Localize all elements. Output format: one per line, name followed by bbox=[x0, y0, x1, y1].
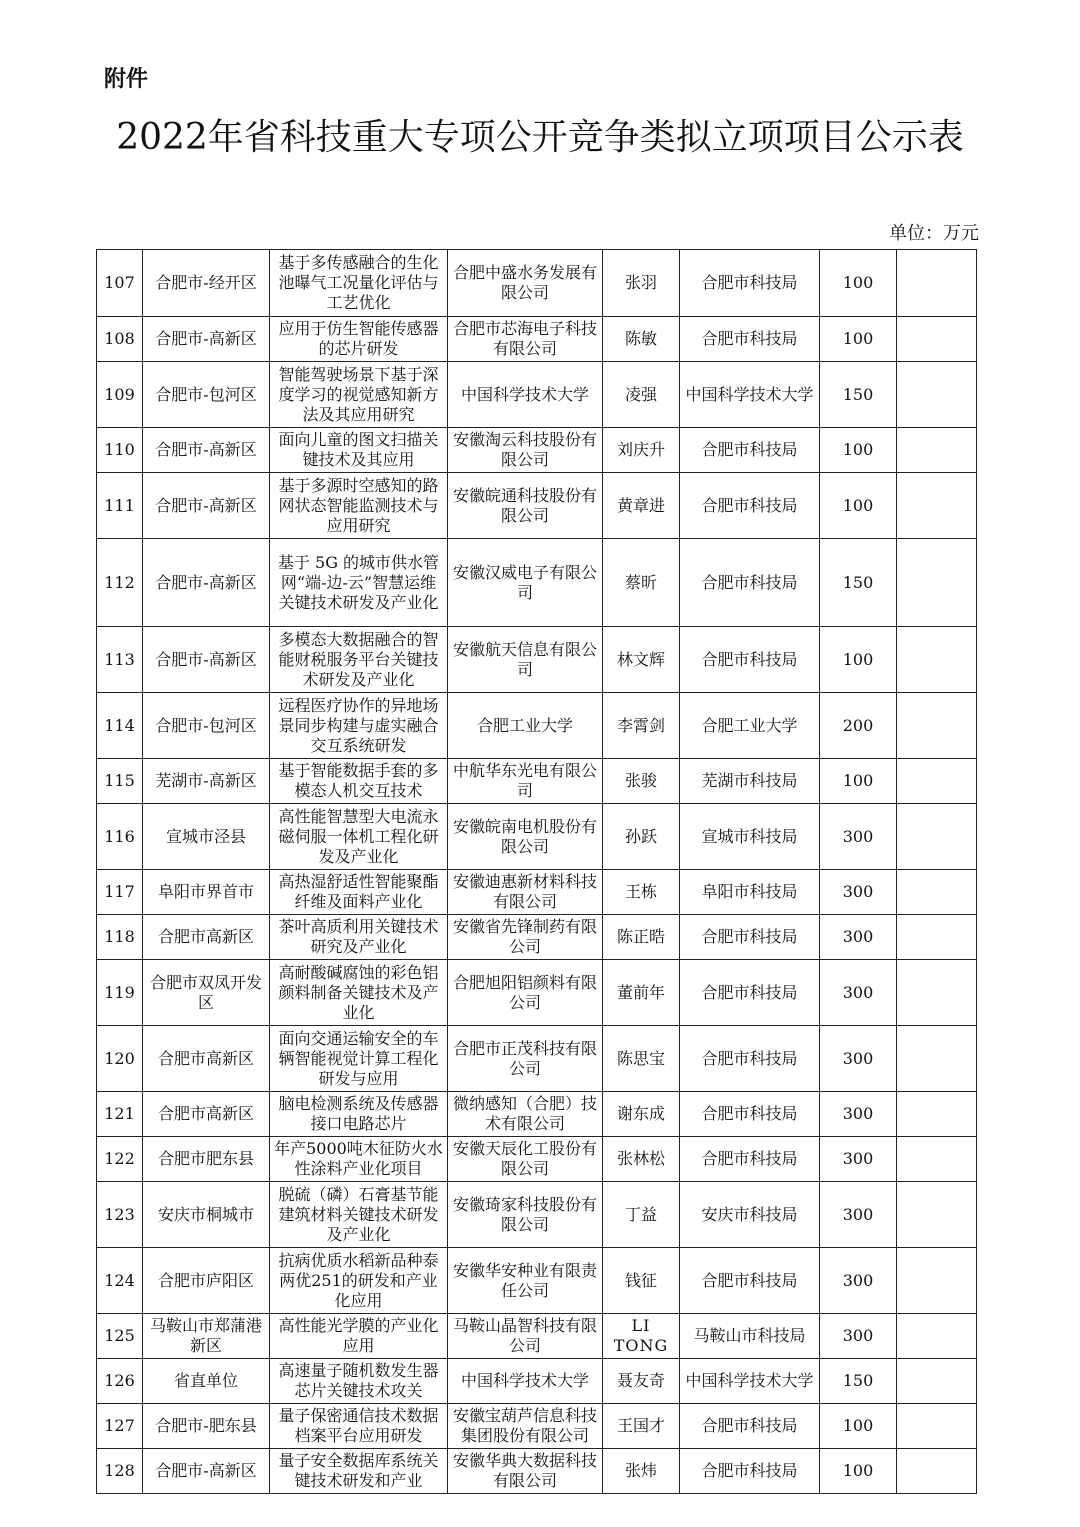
project-name-cell: 高热湿舒适性智能聚酯纤维及面料产业化 bbox=[270, 870, 448, 915]
document-title: 2022年省科技重大专项公开竞争类拟立项项目公示表 bbox=[116, 117, 964, 158]
row-number: 112 bbox=[97, 539, 143, 627]
remark-cell bbox=[897, 693, 977, 759]
region-cell: 合肥市-包河区 bbox=[143, 693, 270, 759]
project-name-cell: 脑电检测系统及传感器接口电路芯片 bbox=[270, 1092, 448, 1137]
row-number: 121 bbox=[97, 1092, 143, 1137]
project-name-cell: 应用于仿生智能传感器的芯片研发 bbox=[270, 317, 448, 362]
undertaking-unit-cell: 中国科学技术大学 bbox=[448, 1359, 603, 1404]
project-leader-cell: 陈正晧 bbox=[603, 915, 680, 960]
undertaking-unit-cell: 合肥中盛水务发展有限公司 bbox=[448, 250, 603, 317]
undertaking-unit-cell: 安徽淘云科技股份有限公司 bbox=[448, 428, 603, 473]
recommending-unit-cell: 合肥市科技局 bbox=[680, 915, 820, 960]
table-row bbox=[97, 539, 977, 627]
recommending-unit-cell: 安庆市科技局 bbox=[680, 1182, 820, 1248]
region-cell: 阜阳市界首市 bbox=[143, 870, 270, 915]
remark-cell bbox=[897, 759, 977, 804]
project-leader-cell: 李霄剑 bbox=[603, 693, 680, 759]
row-number: 119 bbox=[97, 960, 143, 1026]
project-name-cell: 茶叶高质利用关键技术研究及产业化 bbox=[270, 915, 448, 960]
remark-cell bbox=[897, 870, 977, 915]
row-number: 107 bbox=[97, 250, 143, 317]
remark-cell bbox=[897, 627, 977, 693]
region-cell: 合肥市高新区 bbox=[143, 1092, 270, 1137]
funding-amount-cell: 200 bbox=[820, 693, 897, 759]
region-cell: 芜湖市-高新区 bbox=[143, 759, 270, 804]
row-number: 118 bbox=[97, 915, 143, 960]
row-number: 127 bbox=[97, 1404, 143, 1449]
funding-amount-cell: 300 bbox=[820, 804, 897, 870]
project-name-cell: 基于多传感融合的生化池曝气工况量化评估与工艺优化 bbox=[270, 250, 448, 317]
row-number: 110 bbox=[97, 428, 143, 473]
row-number: 126 bbox=[97, 1359, 143, 1404]
funding-amount-cell: 100 bbox=[820, 627, 897, 693]
remark-cell bbox=[897, 473, 977, 539]
project-leader-cell: 陈敏 bbox=[603, 317, 680, 362]
undertaking-unit-cell: 安徽迪惠新材料科技有限公司 bbox=[448, 870, 603, 915]
project-name-cell: 高性能光学膜的产业化应用 bbox=[270, 1314, 448, 1359]
remark-cell bbox=[897, 960, 977, 1026]
project-leader-cell: 谢东成 bbox=[603, 1092, 680, 1137]
remark-cell bbox=[897, 1182, 977, 1248]
project-table bbox=[96, 249, 977, 1494]
recommending-unit-cell: 合肥市科技局 bbox=[680, 627, 820, 693]
table-row bbox=[97, 1248, 977, 1314]
region-cell: 合肥市庐阳区 bbox=[143, 1248, 270, 1314]
recommending-unit-cell: 马鞍山市科技局 bbox=[680, 1314, 820, 1359]
table-row bbox=[97, 1092, 977, 1137]
undertaking-unit-cell: 安徽华安种业有限责任公司 bbox=[448, 1248, 603, 1314]
undertaking-unit-cell: 安徽宝葫芦信息科技集团股份有限公司 bbox=[448, 1404, 603, 1449]
funding-amount-cell: 150 bbox=[820, 1359, 897, 1404]
project-name-cell: 高速量子随机数发生器芯片关键技术攻关 bbox=[270, 1359, 448, 1404]
remark-cell bbox=[897, 317, 977, 362]
remark-cell bbox=[897, 1314, 977, 1359]
region-cell: 合肥市-包河区 bbox=[143, 362, 270, 428]
project-name-cell: 基于多源时空感知的路网状态智能监测技术与应用研究 bbox=[270, 473, 448, 539]
table-row bbox=[97, 627, 977, 693]
remark-cell bbox=[897, 1449, 977, 1494]
remark-cell bbox=[897, 1092, 977, 1137]
recommending-unit-cell: 中国科学技术大学 bbox=[680, 362, 820, 428]
region-cell: 合肥市-高新区 bbox=[143, 428, 270, 473]
project-leader-cell: 董前年 bbox=[603, 960, 680, 1026]
undertaking-unit-cell: 中航华东光电有限公司 bbox=[448, 759, 603, 804]
row-number: 124 bbox=[97, 1248, 143, 1314]
table-row bbox=[97, 1182, 977, 1248]
region-cell: 合肥市-高新区 bbox=[143, 539, 270, 627]
row-number: 113 bbox=[97, 627, 143, 693]
project-name-cell: 基于智能数据手套的多模态人机交互技术 bbox=[270, 759, 448, 804]
funding-amount-cell: 100 bbox=[820, 250, 897, 317]
undertaking-unit-cell: 安徽天辰化工股份有限公司 bbox=[448, 1137, 603, 1182]
recommending-unit-cell: 宣城市科技局 bbox=[680, 804, 820, 870]
funding-amount-cell: 300 bbox=[820, 1137, 897, 1182]
recommending-unit-cell: 合肥市科技局 bbox=[680, 1092, 820, 1137]
remark-cell bbox=[897, 1137, 977, 1182]
project-name-cell: 基于 5G 的城市供水管网“端-边-云”智慧运维关键技术研发及产业化 bbox=[270, 539, 448, 627]
unit-label: 单位：万元 bbox=[889, 223, 979, 244]
undertaking-unit-cell: 安徽皖通科技股份有限公司 bbox=[448, 473, 603, 539]
project-leader-cell: 王国才 bbox=[603, 1404, 680, 1449]
table-row bbox=[97, 759, 977, 804]
remark-cell bbox=[897, 1404, 977, 1449]
table-row bbox=[97, 250, 977, 317]
table-row bbox=[97, 428, 977, 473]
funding-amount-cell: 100 bbox=[820, 1404, 897, 1449]
remark-cell bbox=[897, 1359, 977, 1404]
undertaking-unit-cell: 合肥旭阳铝颜料有限公司 bbox=[448, 960, 603, 1026]
project-name-cell: 远程医疗协作的异地场景同步构建与虚实融合交互系统研发 bbox=[270, 693, 448, 759]
row-number: 115 bbox=[97, 759, 143, 804]
region-cell: 合肥市高新区 bbox=[143, 915, 270, 960]
region-cell: 合肥市-经开区 bbox=[143, 250, 270, 317]
undertaking-unit-cell: 安徽汉威电子有限公司 bbox=[448, 539, 603, 627]
funding-amount-cell: 100 bbox=[820, 428, 897, 473]
funding-amount-cell: 300 bbox=[820, 960, 897, 1026]
table-row bbox=[97, 1026, 977, 1092]
row-number: 125 bbox=[97, 1314, 143, 1359]
project-name-cell: 量子保密通信技术数据档案平台应用研发 bbox=[270, 1404, 448, 1449]
row-number: 114 bbox=[97, 693, 143, 759]
region-cell: 合肥市-高新区 bbox=[143, 473, 270, 539]
recommending-unit-cell: 合肥市科技局 bbox=[680, 539, 820, 627]
recommending-unit-cell: 合肥市科技局 bbox=[680, 1449, 820, 1494]
remark-cell bbox=[897, 428, 977, 473]
table-row bbox=[97, 1314, 977, 1359]
project-name-cell: 量子安全数据库系统关键技术研发和产业 bbox=[270, 1449, 448, 1494]
region-cell: 马鞍山市郑蒲港新区 bbox=[143, 1314, 270, 1359]
undertaking-unit-cell: 中国科学技术大学 bbox=[448, 362, 603, 428]
attachment-label: 附件 bbox=[104, 67, 149, 92]
region-cell: 合肥市双凤开发区 bbox=[143, 960, 270, 1026]
recommending-unit-cell: 阜阳市科技局 bbox=[680, 870, 820, 915]
project-leader-cell: 刘庆升 bbox=[603, 428, 680, 473]
region-cell: 合肥市高新区 bbox=[143, 1026, 270, 1092]
undertaking-unit-cell: 安徽航天信息有限公司 bbox=[448, 627, 603, 693]
project-leader-cell: 陈思宝 bbox=[603, 1026, 680, 1092]
project-name-cell: 多模态大数据融合的智能财税服务平台关键技术研发及产业化 bbox=[270, 627, 448, 693]
project-leader-cell: 蔡昕 bbox=[603, 539, 680, 627]
region-cell: 合肥市-高新区 bbox=[143, 1449, 270, 1494]
undertaking-unit-cell: 合肥市正茂科技有限公司 bbox=[448, 1026, 603, 1092]
undertaking-unit-cell: 安徽华典大数据科技有限公司 bbox=[448, 1449, 603, 1494]
remark-cell bbox=[897, 250, 977, 317]
recommending-unit-cell: 芜湖市科技局 bbox=[680, 759, 820, 804]
row-number: 116 bbox=[97, 804, 143, 870]
region-cell: 宣城市泾县 bbox=[143, 804, 270, 870]
funding-amount-cell: 100 bbox=[820, 473, 897, 539]
table-row bbox=[97, 915, 977, 960]
row-number: 123 bbox=[97, 1182, 143, 1248]
table-row bbox=[97, 1404, 977, 1449]
remark-cell bbox=[897, 915, 977, 960]
recommending-unit-cell: 合肥市科技局 bbox=[680, 428, 820, 473]
undertaking-unit-cell: 安徽皖南电机股份有限公司 bbox=[448, 804, 603, 870]
table-row bbox=[97, 870, 977, 915]
funding-amount-cell: 100 bbox=[820, 1449, 897, 1494]
funding-amount-cell: 300 bbox=[820, 915, 897, 960]
project-leader-cell: 丁益 bbox=[603, 1182, 680, 1248]
row-number: 117 bbox=[97, 870, 143, 915]
project-leader-cell: 张羽 bbox=[603, 250, 680, 317]
remark-cell bbox=[897, 1026, 977, 1092]
funding-amount-cell: 300 bbox=[820, 1092, 897, 1137]
table-row bbox=[97, 1449, 977, 1494]
recommending-unit-cell: 合肥市科技局 bbox=[680, 1404, 820, 1449]
recommending-unit-cell: 合肥市科技局 bbox=[680, 1248, 820, 1314]
project-leader-cell: 张骏 bbox=[603, 759, 680, 804]
funding-amount-cell: 300 bbox=[820, 1314, 897, 1359]
project-leader-cell: LI TONG bbox=[603, 1314, 680, 1359]
project-name-cell: 脱硫（磷）石膏基节能建筑材料关键技术研发及产业化 bbox=[270, 1182, 448, 1248]
table-row bbox=[97, 473, 977, 539]
funding-amount-cell: 300 bbox=[820, 1248, 897, 1314]
recommending-unit-cell: 合肥工业大学 bbox=[680, 693, 820, 759]
funding-amount-cell: 150 bbox=[820, 539, 897, 627]
table-row bbox=[97, 804, 977, 870]
table-row bbox=[97, 1359, 977, 1404]
project-leader-cell: 黄章进 bbox=[603, 473, 680, 539]
row-number: 109 bbox=[97, 362, 143, 428]
project-leader-cell: 孙跃 bbox=[603, 804, 680, 870]
table-row bbox=[97, 693, 977, 759]
project-leader-cell: 张炜 bbox=[603, 1449, 680, 1494]
row-number: 120 bbox=[97, 1026, 143, 1092]
recommending-unit-cell: 合肥市科技局 bbox=[680, 1137, 820, 1182]
project-leader-cell: 林文辉 bbox=[603, 627, 680, 693]
row-number: 122 bbox=[97, 1137, 143, 1182]
project-name-cell: 智能驾驶场景下基于深度学习的视觉感知新方法及其应用研究 bbox=[270, 362, 448, 428]
project-name-cell: 年产5000吨木征防火水性涂料产业化项目 bbox=[270, 1137, 448, 1182]
remark-cell bbox=[897, 804, 977, 870]
remark-cell bbox=[897, 1248, 977, 1314]
region-cell: 合肥市-高新区 bbox=[143, 317, 270, 362]
recommending-unit-cell: 合肥市科技局 bbox=[680, 250, 820, 317]
project-name-cell: 抗病优质水稻新品种泰两优251的研发和产业化应用 bbox=[270, 1248, 448, 1314]
funding-amount-cell: 100 bbox=[820, 317, 897, 362]
project-name-cell: 面向交通运输安全的车辆智能视觉计算工程化研发与应用 bbox=[270, 1026, 448, 1092]
undertaking-unit-cell: 合肥市芯海电子科技有限公司 bbox=[448, 317, 603, 362]
remark-cell bbox=[897, 362, 977, 428]
remark-cell bbox=[897, 539, 977, 627]
region-cell: 安庆市桐城市 bbox=[143, 1182, 270, 1248]
undertaking-unit-cell: 合肥工业大学 bbox=[448, 693, 603, 759]
table-row bbox=[97, 362, 977, 428]
project-leader-cell: 钱征 bbox=[603, 1248, 680, 1314]
project-name-cell: 面向儿童的图文扫描关键技术及其应用 bbox=[270, 428, 448, 473]
row-number: 111 bbox=[97, 473, 143, 539]
recommending-unit-cell: 合肥市科技局 bbox=[680, 317, 820, 362]
region-cell: 合肥市-高新区 bbox=[143, 627, 270, 693]
row-number: 108 bbox=[97, 317, 143, 362]
project-leader-cell: 王栋 bbox=[603, 870, 680, 915]
undertaking-unit-cell: 马鞍山晶智科技有限公司 bbox=[448, 1314, 603, 1359]
project-name-cell: 高性能智慧型大电流永磁伺服一体机工程化研发及产业化 bbox=[270, 804, 448, 870]
row-number: 128 bbox=[97, 1449, 143, 1494]
recommending-unit-cell: 合肥市科技局 bbox=[680, 960, 820, 1026]
recommending-unit-cell: 合肥市科技局 bbox=[680, 1026, 820, 1092]
undertaking-unit-cell: 微纳感知（合肥）技术有限公司 bbox=[448, 1092, 603, 1137]
funding-amount-cell: 300 bbox=[820, 1026, 897, 1092]
project-leader-cell: 聂友奇 bbox=[603, 1359, 680, 1404]
recommending-unit-cell: 合肥市科技局 bbox=[680, 473, 820, 539]
undertaking-unit-cell: 安徽琦家科技股份有限公司 bbox=[448, 1182, 603, 1248]
table-row bbox=[97, 1137, 977, 1182]
region-cell: 省直单位 bbox=[143, 1359, 270, 1404]
recommending-unit-cell: 中国科学技术大学 bbox=[680, 1359, 820, 1404]
project-leader-cell: 凌强 bbox=[603, 362, 680, 428]
project-leader-cell: 张林松 bbox=[603, 1137, 680, 1182]
funding-amount-cell: 300 bbox=[820, 870, 897, 915]
table-row bbox=[97, 317, 977, 362]
undertaking-unit-cell: 安徽省先锋制药有限公司 bbox=[448, 915, 603, 960]
region-cell: 合肥市肥东县 bbox=[143, 1137, 270, 1182]
funding-amount-cell: 150 bbox=[820, 362, 897, 428]
funding-amount-cell: 100 bbox=[820, 759, 897, 804]
table-row bbox=[97, 960, 977, 1026]
project-name-cell: 高耐酸碱腐蚀的彩色铝颜料制备关键技术及产业化 bbox=[270, 960, 448, 1026]
region-cell: 合肥市-肥东县 bbox=[143, 1404, 270, 1449]
funding-amount-cell: 300 bbox=[820, 1182, 897, 1248]
